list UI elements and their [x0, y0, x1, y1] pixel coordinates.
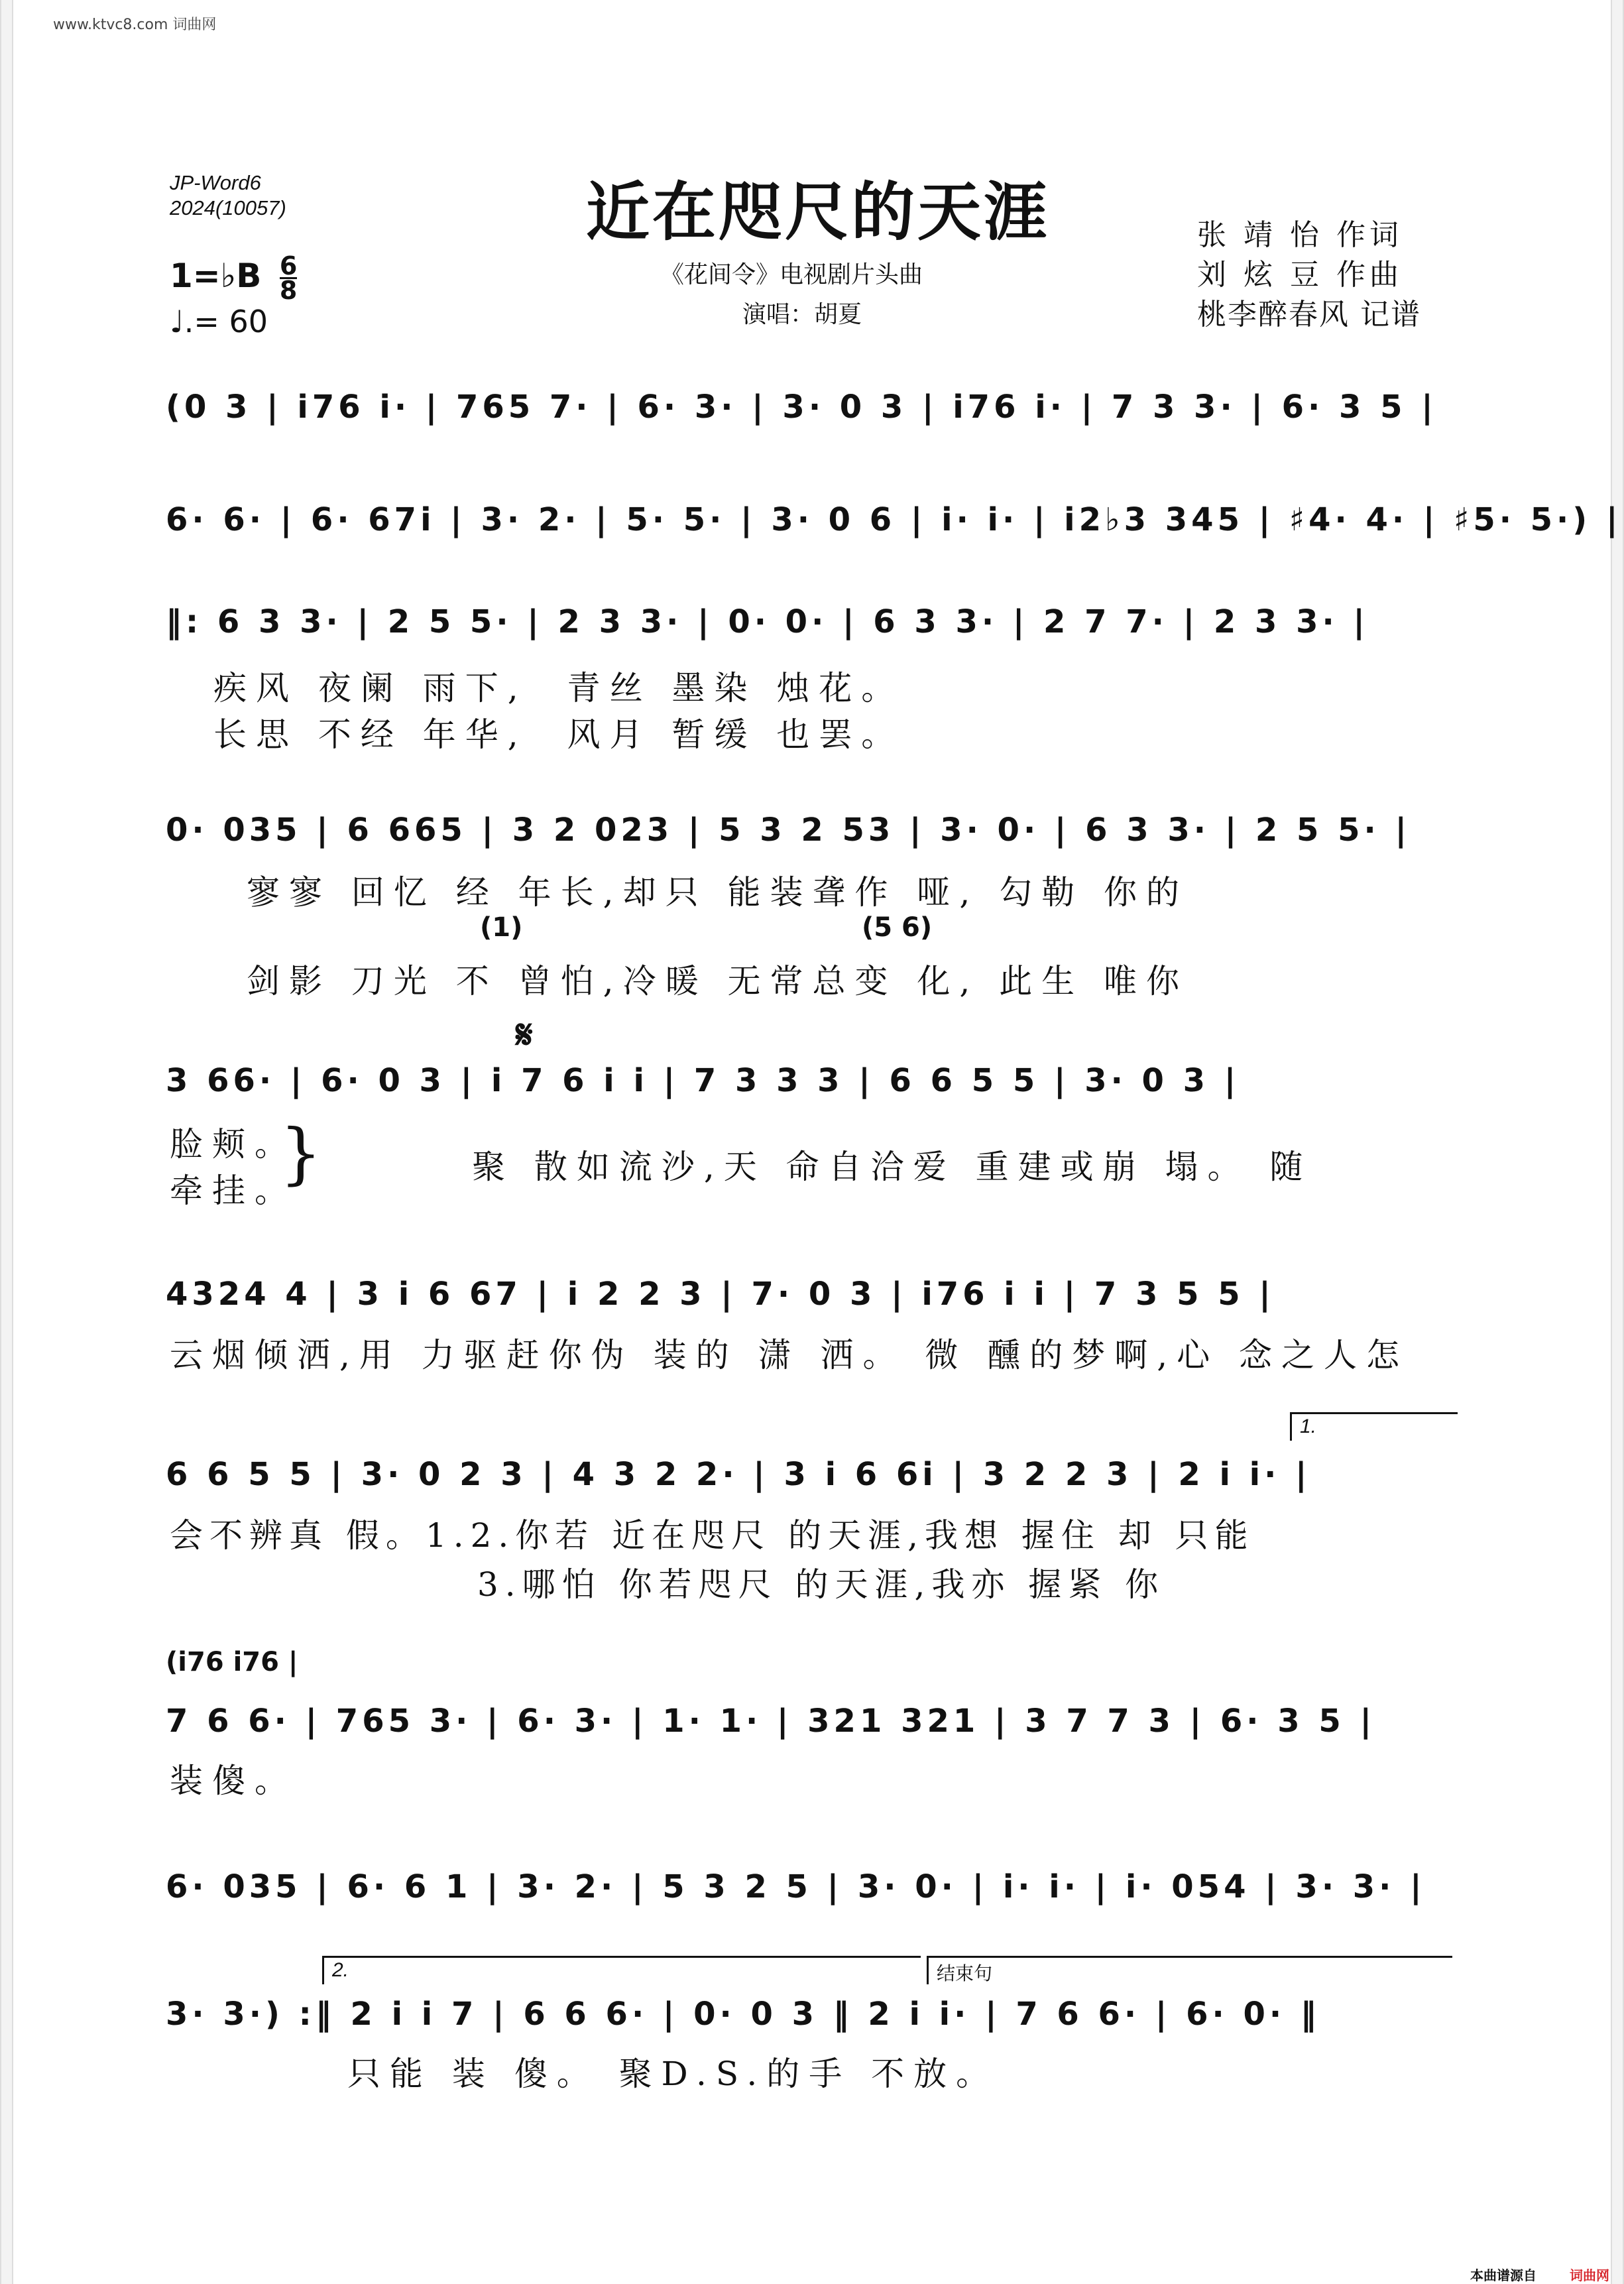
lyrics-line-7a: 会不辨真 假。1.2.你若 近在咫尺 的天涯,我想 握住 却 只能 [170, 1516, 1255, 1555]
time-signature: $\frac{6}{8}$ [279, 251, 298, 305]
lyrics-line-7b: 3.哪怕 你若咫尺 的天涯,我亦 握紧 你 [477, 1565, 1165, 1604]
footer-site-link[interactable]: 词曲网 [1570, 2267, 1609, 2283]
version-label: 2024(10057) [170, 196, 286, 219]
composer: 刘 炫 豆 作曲 [1197, 258, 1403, 292]
lyricist: 张 靖 怡 作词 [1197, 218, 1403, 252]
staff-line-2: 6· 6· | 6· 67i | 3· 2· | 5· 5· | 3· 0 6 | i· i· | i2♭3 345 | ♯4· 4· | ♯5· 5·) | [166, 501, 1622, 538]
lyrics-line-5b: 牵挂。 [170, 1172, 297, 1210]
lyrics-line-5a: 脸颊。 [170, 1125, 297, 1164]
coda-bracket: 结束句 [927, 1956, 1452, 1984]
staff-line-3: ‖: 6 3 3· | 2 5 5· | 2 3 3· | 0· 0· | 6 3 3· | 2 7 7· | 2 3 3· | [166, 603, 1369, 640]
volta-bracket-2: 2. [322, 1956, 921, 1984]
site-url[interactable]: www.ktvc8.com 词曲网 [53, 17, 217, 33]
lyrics-line-4b: 剑影 刀光 不 曾怕,冷暖 无常总变 化, 此生 唯你 [247, 962, 1189, 1000]
footer-source: 本曲谱源自 [1470, 2267, 1537, 2283]
lyrics-line-10a: 只能 装 傻。 聚D.S.的手 不放。 [347, 2055, 999, 2093]
lyrics-line-3a: 疾风 夜阑 雨下, 青丝 墨染 烛花。 [213, 669, 904, 707]
software-label: JP-Word6 [170, 171, 261, 194]
alt-notes-3: (i76 i76 | [166, 1647, 298, 1677]
lyrics-line-6a: 云烟倾洒,用 力驱赶你伪 装的 潇 洒。 微 醺的梦啊,心 念之人怎 [170, 1336, 1409, 1374]
alt-notes-1: (1) [480, 912, 523, 943]
singer: 演唱：胡夏 [742, 301, 862, 328]
lyrics-line-4a: 寥寥 回忆 经 年长,却只 能装聋作 哑, 勾勒 你的 [247, 873, 1189, 912]
page-title: 近在咫尺的天涯 [586, 174, 1050, 249]
right-border [1611, 0, 1624, 2284]
staff-line-7: 6 6 5 5 | 3· 0 2 3 | 4 3 2 2· | 3 i 6 6i | 3 2 2 3 | 2 i i· | [166, 1456, 1311, 1493]
left-border [0, 0, 13, 2284]
staff-line-8: 7 6 6· | 765 3· | 6· 3· | 1· 1· | 321 321 | 3 7 7 3 | 6· 3 5 | [166, 1703, 1375, 1740]
key-signature: 1=♭B $\frac{6}{8}$ [170, 251, 298, 305]
subtitle: 《花间令》电视剧片头曲 [660, 261, 923, 288]
staff-line-5: 3 66· | 6· 0 3 | i 7 6 i i | 7 3 3 3 | 6 6 5 5 | 3· 0 3 | [166, 1062, 1240, 1099]
staff-line-1: (0 3 | i76 i· | 765 7· | 6· 3· | 3· 0 3 | i76 i· | 7 3 3· | 6· 3 5 | [166, 389, 1437, 426]
alt-notes-2: (5 6) [862, 912, 933, 943]
volta-bracket-1: 1. [1290, 1412, 1458, 1441]
tempo-marking: ♩.= 60 [170, 304, 268, 339]
segno-sign: 𝄋 [516, 1012, 533, 1058]
lyrics-line-5c: 聚 散如流沙,天 命自洽爱 重建或崩 塌。 随 [472, 1148, 1312, 1186]
staff-line-4: 0· 035 | 6 665 | 3 2 023 | 5 3 2 53 | 3· 0· | 6 3 3· | 2 5 5· | [166, 811, 1411, 849]
transcriber: 桃李醉春风 记谱 [1197, 298, 1421, 331]
staff-line-10: 3· 3·) :‖ 2 i i 7 | 6 6 6· | 0· 0 3 ‖ 2 i i· | 7 6 6· | 6· 0· ‖ [166, 1996, 1320, 2033]
staff-line-6: 4324 4 | 3 i 6 67 | i 2 2 3 | 7· 0 3 | i76 i i | 7 3 5 5 | [166, 1276, 1275, 1313]
brace-icon: } [280, 1114, 322, 1192]
staff-line-9: 6· 035 | 6· 6 1 | 3· 2· | 5 3 2 5 | 3· 0· | i· i· | i· 054 | 3· 3· | [166, 1868, 1426, 1905]
lyrics-line-3b: 长思 不经 年华, 风月 暂缓 也罢。 [213, 715, 904, 754]
lyrics-line-8a: 装傻。 [170, 1762, 297, 1800]
